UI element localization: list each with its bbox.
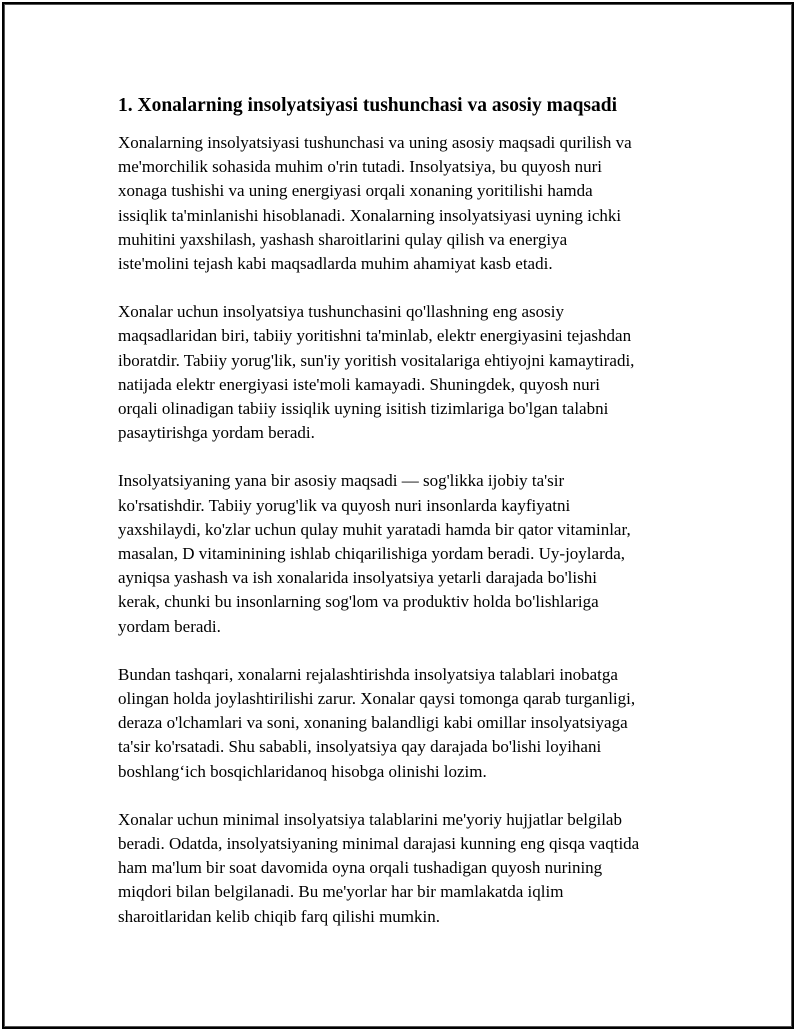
paragraph-4 xyxy=(118,663,690,784)
paragraph-5 xyxy=(118,808,690,929)
text-line: me'morchilik sohasida muhim o'rin tutadi. Insolyatsiya, bu quyosh nuri xyxy=(118,157,602,177)
text-line: masalan, D vitaminining ishlab chiqarilishiga yordam beradi. Uy-joylarda, xyxy=(118,544,626,564)
text-line: xonaga tushishi va uning energiyasi orqali xonaning yoritilishi hamda xyxy=(118,181,593,201)
text-line: natijada elektr energiyasi iste'moli kamayadi. Shuningdek, quyosh nuri xyxy=(118,374,600,394)
text-line: boshlang‘ich bosqichlaridanoq hisobga olinishi lozim. xyxy=(118,761,487,781)
text-line: Insolyatsiyaning yana bir asosiy maqsadi — sog'likka ijobiy ta'sir xyxy=(118,471,565,491)
text-line: pasaytirishga yordam beradi. xyxy=(118,423,315,443)
text-line: ko'rsatishdir. Tabiiy yorug'lik va quyosh nuri insonlarda kayfiyatni xyxy=(118,495,571,515)
text-line: ayniqsa yashash va ish xonalarida insolyatsiya yetarli darajada bo'lishi xyxy=(118,568,597,588)
text-line: maqsadlaridan biri, tabiiy yoritishni ta'minlab, elektr energiyasini tejashdan xyxy=(118,326,632,346)
text-line: Xonalar uchun insolyatsiya tushunchasini qo'llashning eng asosiy xyxy=(118,302,564,322)
section-heading: 1. Xonalarning insolyatsiyasi tushunchasi va asosiy maqsadi xyxy=(118,95,618,116)
document-body xyxy=(118,93,690,953)
text-line: kerak, chunki bu insonlarning sog'lom va produktiv holda bo'lishlariga xyxy=(118,592,599,612)
text-line: yaxshilaydi, ko'zlar uchun qulay muhit yaratadi hamda bir qator vitaminlar, xyxy=(118,519,631,539)
paragraph-2 xyxy=(118,300,690,445)
text-line: muhitini yaxshilash, yashash sharoitlarini qulay qilish va energiya xyxy=(118,229,568,249)
text-line: orqali olinadigan tabiiy issiqlik uyning isitish tizimlariga bo'lgan talabni xyxy=(118,399,609,419)
text-line: yordam beradi. xyxy=(118,616,221,636)
text-line: deraza o'lchamlari va soni, xonaning balandligi kabi omillar insolyatsiyaga xyxy=(118,713,628,733)
text-line: ham ma'lum bir soat davomida oyna orqali tushadigan quyosh nurining xyxy=(118,858,603,878)
text-line: iboratdir. Tabiiy yorug'lik, sun'iy yoritish vositalariga ehtiyojni kamaytiradi, xyxy=(118,350,635,370)
text-line: iste'molini tejash kabi maqsadlarda muhim ahamiyat kasb etadi. xyxy=(118,254,553,274)
text-line: ta'sir ko'rsatadi. Shu sababli, insolyatsiya qay darajada bo'lishi loyihani xyxy=(118,737,602,757)
text-line: miqdori bilan belgilanadi. Bu me'yorlar har bir mamlakatda iqlim xyxy=(118,882,564,902)
text-line: sharoitlaridan kelib chiqib farq qilishi mumkin. xyxy=(118,906,440,926)
paragraph-3 xyxy=(118,469,690,638)
text-line: olingan holda joylashtirilishi zarur. Xonalar qaysi tomonga qarab turganligi, xyxy=(118,689,636,709)
text-line: beradi. Odatda, insolyatsiyaning minimal darajasi kunning eng qisqa vaqtida xyxy=(118,834,640,854)
paragraph-1 xyxy=(118,131,690,276)
text-line: Xonalarning insolyatsiyasi tushunchasi va uning asosiy maqsadi qurilish va xyxy=(118,133,632,152)
text-line: Xonalar uchun minimal insolyatsiya talablarini me'yoriy hujjatlar belgilab xyxy=(118,809,622,829)
text-line: issiqlik ta'minlanishi hisoblanadi. Xonalarning insolyatsiyasi uyning ichki xyxy=(118,205,622,225)
text-line: Bundan tashqari, xonalarni rejalashtirishda insolyatsiya talablari inobatga xyxy=(118,664,618,684)
